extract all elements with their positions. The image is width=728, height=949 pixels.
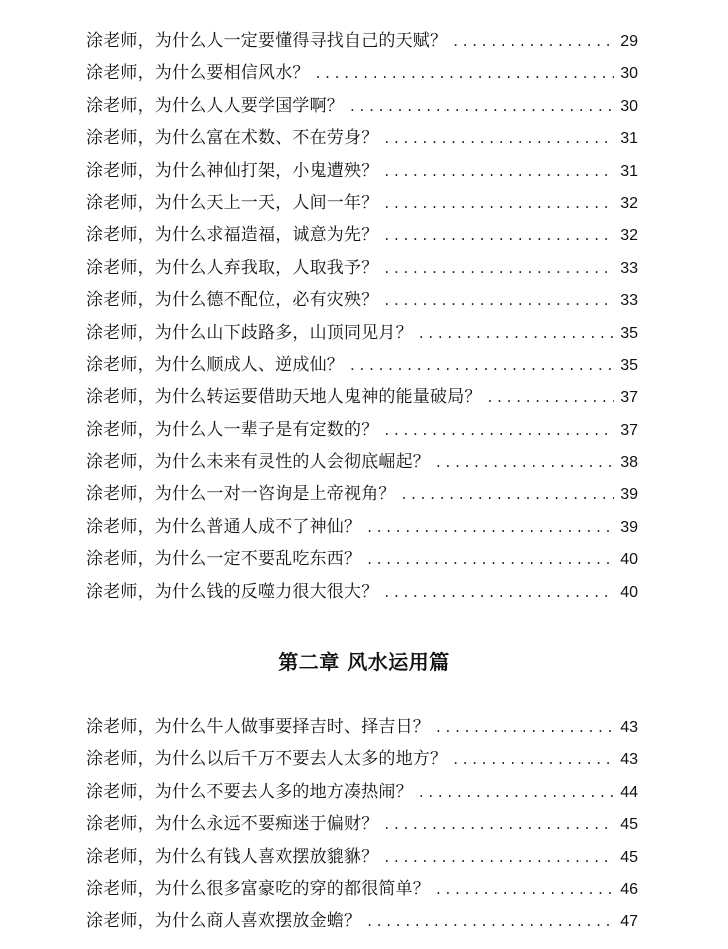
toc-entry-title: 涂老师，为什么山下歧路多，山顶同见月？ bbox=[86, 322, 413, 343]
dot-leader bbox=[316, 57, 615, 89]
toc-entry-title: 涂老师，为什么有钱人喜欢摆放貔貅？ bbox=[86, 846, 379, 867]
dot-leader bbox=[367, 511, 614, 543]
toc-entry-page-number: 32 bbox=[620, 194, 638, 212]
toc-entry[interactable] bbox=[86, 317, 638, 349]
toc-entry-title: 涂老师，为什么顺成人、逆成仙？ bbox=[86, 354, 344, 375]
toc-entry-title: 涂老师，为什么要相信风水？ bbox=[86, 63, 310, 84]
dot-leader bbox=[384, 576, 614, 608]
toc-entry[interactable] bbox=[86, 841, 638, 873]
toc-entry-page-number: 33 bbox=[620, 292, 638, 310]
toc-entry[interactable] bbox=[86, 187, 638, 219]
toc-list-part2 bbox=[86, 711, 638, 938]
dot-leader bbox=[350, 90, 614, 122]
toc-entry[interactable] bbox=[86, 284, 638, 316]
toc-entry-title: 涂老师，为什么不要去人多的地方凑热闹？ bbox=[86, 781, 413, 802]
toc-entry[interactable] bbox=[86, 808, 638, 840]
chapter-heading: 第二章 风水运用篇 bbox=[278, 650, 450, 674]
dot-leader bbox=[384, 122, 614, 154]
dot-leader bbox=[436, 873, 614, 905]
toc-entry-page-number: 30 bbox=[620, 97, 638, 115]
toc-entry-page-number: 45 bbox=[620, 816, 638, 834]
toc-entry-page-number: 46 bbox=[620, 880, 638, 898]
toc-entry-page-number: 43 bbox=[620, 719, 638, 736]
dot-leader bbox=[367, 905, 614, 937]
toc-entry-title: 涂老师，为什么求福造福，诚意为先？ bbox=[86, 225, 379, 246]
toc-entry-title: 涂老师，为什么商人喜欢摆放金蟾？ bbox=[86, 911, 362, 932]
toc-entry-page-number: 39 bbox=[620, 518, 638, 536]
toc-entry-page-number: 35 bbox=[620, 356, 638, 374]
dot-leader bbox=[384, 252, 614, 284]
toc-entry-page-number: 37 bbox=[620, 389, 638, 407]
dot-leader bbox=[419, 317, 614, 349]
toc-entry[interactable] bbox=[86, 446, 638, 478]
dot-leader bbox=[436, 711, 614, 743]
toc-entry-page-number: 30 bbox=[620, 65, 638, 83]
toc-entry[interactable] bbox=[86, 576, 638, 608]
toc-entry[interactable] bbox=[86, 743, 638, 775]
dot-leader bbox=[384, 414, 614, 446]
toc-entry-page-number: 47 bbox=[620, 913, 638, 931]
toc-entry[interactable] bbox=[86, 25, 638, 57]
toc-entry-page-number: 45 bbox=[620, 848, 638, 866]
toc-entry-page-number: 33 bbox=[620, 259, 638, 277]
toc-entry-page-number: 29 bbox=[620, 33, 638, 50]
toc-entry-title: 涂老师，为什么转运要借助天地人鬼神的能量破局？ bbox=[86, 387, 482, 408]
dot-leader bbox=[453, 25, 614, 57]
toc-entry-title: 涂老师，为什么天上一天，人间一年？ bbox=[86, 192, 379, 213]
toc-entry-title: 涂老师，为什么人一定要懂得寻找自己的天赋？ bbox=[86, 31, 448, 51]
toc-entry-title: 涂老师，为什么一定不要乱吃东西？ bbox=[86, 549, 362, 570]
dot-leader bbox=[384, 808, 614, 840]
dot-leader bbox=[384, 284, 614, 316]
toc-entry-page-number: 40 bbox=[620, 583, 638, 601]
toc-entry-page-number: 31 bbox=[620, 162, 638, 180]
toc-entry[interactable] bbox=[86, 478, 638, 510]
toc-entry[interactable] bbox=[86, 873, 638, 905]
dot-leader bbox=[384, 219, 614, 251]
toc-entry[interactable] bbox=[86, 252, 638, 284]
toc-entry-title: 涂老师，为什么人弃我取，人取我予？ bbox=[86, 257, 379, 278]
toc-entry-page-number: 43 bbox=[620, 751, 638, 769]
toc-entry-page-number: 40 bbox=[620, 551, 638, 569]
toc-entry[interactable] bbox=[86, 349, 638, 381]
toc-list-part1 bbox=[86, 25, 638, 608]
toc-entry-title: 涂老师，为什么很多富豪吃的穿的都很简单？ bbox=[86, 878, 430, 899]
toc-entry-page-number: 39 bbox=[620, 486, 638, 504]
toc-entry[interactable] bbox=[86, 905, 638, 937]
dot-leader bbox=[402, 478, 615, 510]
toc-entry-page-number: 32 bbox=[620, 227, 638, 245]
toc-entry[interactable] bbox=[86, 414, 638, 446]
toc-entry[interactable] bbox=[86, 543, 638, 575]
dot-leader bbox=[350, 349, 614, 381]
toc-entry[interactable] bbox=[86, 122, 638, 154]
toc-entry-title: 涂老师，为什么钱的反噬力很大很大？ bbox=[86, 581, 379, 602]
toc-entry-title: 涂老师，为什么牛人做事要择吉时、择吉日？ bbox=[86, 717, 430, 737]
toc-entry-page-number: 35 bbox=[620, 324, 638, 342]
toc-entry-title: 涂老师，为什么人一辈子是有定数的？ bbox=[86, 419, 379, 440]
toc-entry[interactable] bbox=[86, 90, 638, 122]
toc-entry-title: 涂老师，为什么永远不要痴迷于偏财？ bbox=[86, 814, 379, 835]
toc-entry-page-number: 44 bbox=[620, 783, 638, 801]
toc-entry[interactable] bbox=[86, 776, 638, 808]
toc-entry-title: 涂老师，为什么普通人成不了神仙？ bbox=[86, 516, 362, 537]
dot-leader bbox=[453, 743, 614, 775]
dot-leader bbox=[384, 187, 614, 219]
toc-entry[interactable] bbox=[86, 511, 638, 543]
toc-entry[interactable] bbox=[86, 381, 638, 413]
dot-leader bbox=[384, 841, 614, 873]
dot-leader bbox=[436, 446, 614, 478]
toc-entry-page-number: 37 bbox=[620, 421, 638, 439]
dot-leader bbox=[488, 381, 615, 413]
dot-leader bbox=[419, 776, 614, 808]
toc-entry-title: 涂老师，为什么人人要学国学啊？ bbox=[86, 95, 344, 116]
toc-entry-title: 涂老师，为什么未来有灵性的人会彻底崛起？ bbox=[86, 452, 430, 473]
toc-entry-page-number: 31 bbox=[620, 130, 638, 148]
toc-entry[interactable] bbox=[86, 219, 638, 251]
toc-entry[interactable] bbox=[86, 155, 638, 187]
toc-entry-title: 涂老师，为什么以后千万不要去人太多的地方？ bbox=[86, 749, 448, 770]
toc-entry[interactable] bbox=[86, 57, 638, 89]
dot-leader bbox=[384, 155, 614, 187]
toc-entry-page-number: 38 bbox=[620, 454, 638, 472]
toc-entry-title: 涂老师，为什么富在术数、不在劳身？ bbox=[86, 128, 379, 149]
dot-leader bbox=[367, 543, 614, 575]
toc-entry-title: 涂老师，为什么神仙打架，小鬼遭殃？ bbox=[86, 160, 379, 181]
toc-entry-title: 涂老师，为什么德不配位，必有灾殃？ bbox=[86, 290, 379, 311]
toc-entry[interactable] bbox=[86, 711, 638, 743]
toc-entry-title: 涂老师，为什么一对一咨询是上帝视角？ bbox=[86, 484, 396, 505]
